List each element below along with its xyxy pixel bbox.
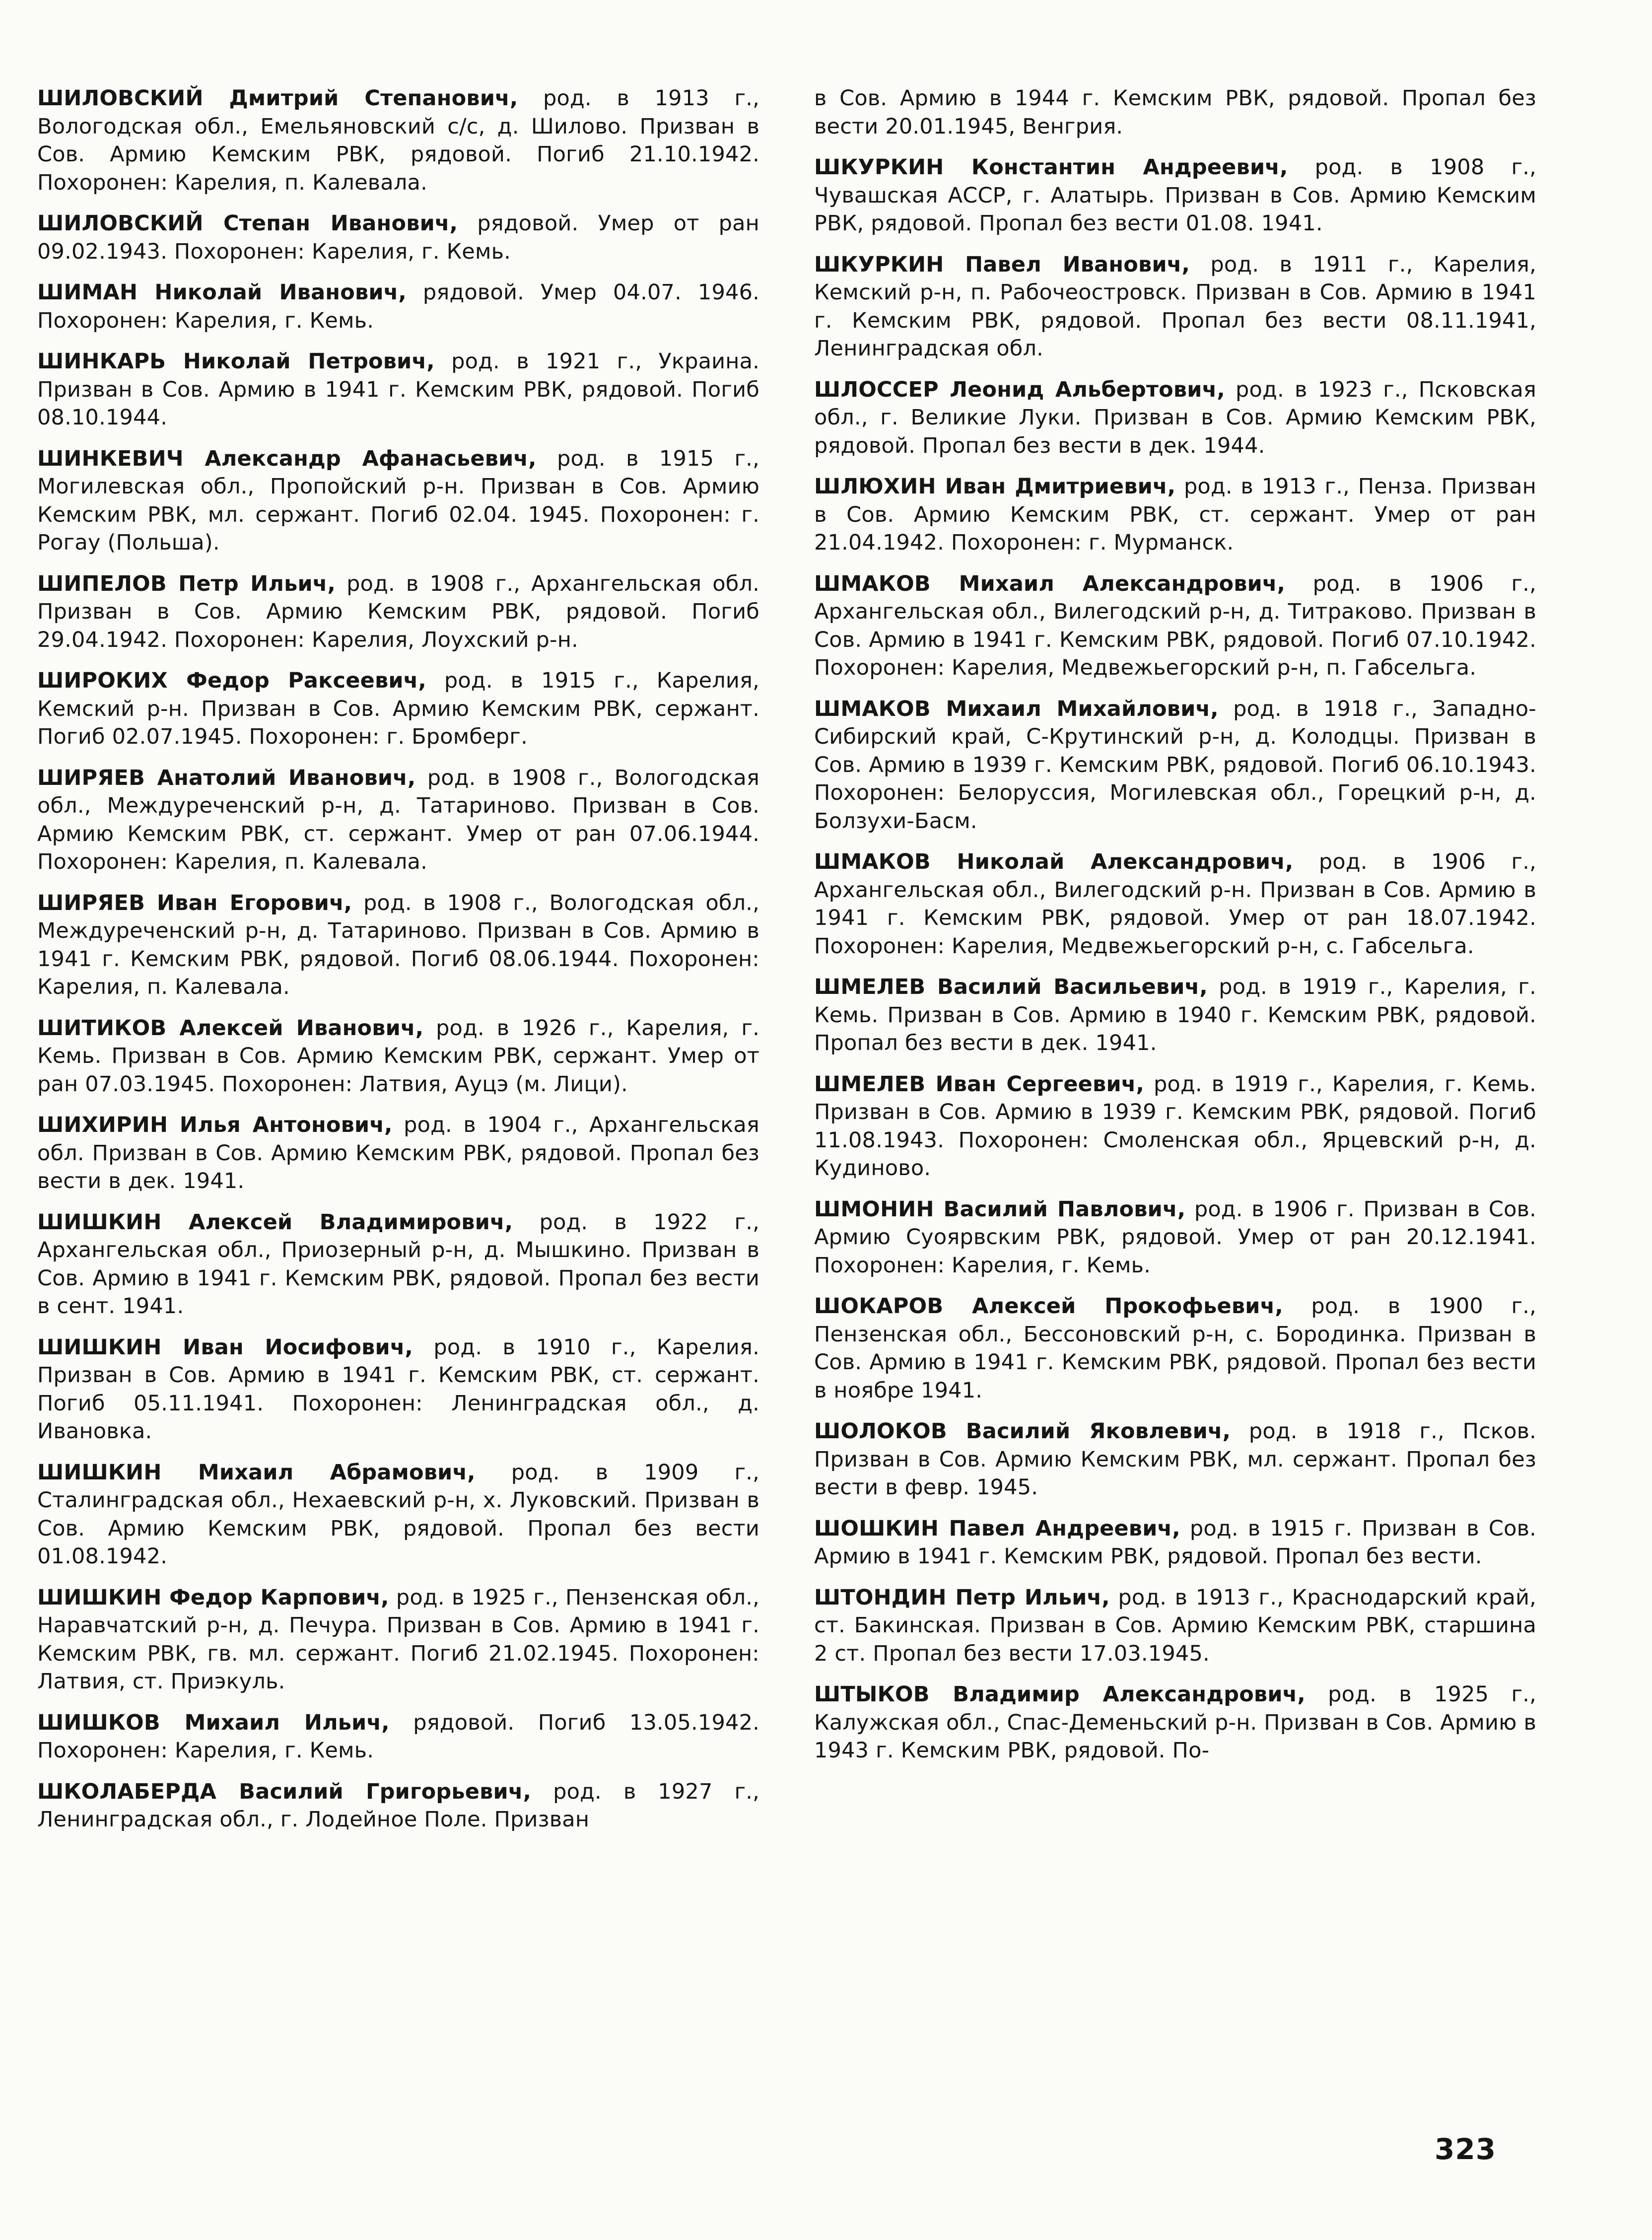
entry-name: ШИШКИН Иван Иосифович, — [37, 1334, 413, 1360]
entry-text: род. в 1911 г., Карелия, Кемский р-н, п. Рабочеостровск. Призван в Сов. Армию в 1941 г. Кемским РВК, рядовой. Пропал без вести 08.11.1941, Ленинградская обл. — [814, 252, 1536, 361]
column-right — [814, 84, 1536, 1778]
entry-continuation — [814, 84, 1536, 140]
entry-name: ШИРЯЕВ Иван Егорович, — [37, 890, 352, 915]
entry-name: ШИМАН Николай Иванович, — [37, 280, 407, 305]
entry-text: род. в 1927 г., Ленинградская обл., г. Лодейное Поле. Призван — [37, 1779, 759, 1832]
entry — [37, 445, 759, 557]
entry-text: род. в 1913 г., Краснодарский край, ст. Бакинская. Призван в Сов. Армию Кемским РВК, старшина 2 ст. Пропал без вести 17.03.1945. — [814, 1585, 1537, 1666]
entry-name: ШОКАРОВ Алексей Прокофьевич, — [814, 1294, 1283, 1319]
entry-name: ШЛЮХИН Иван Дмитриевич, — [814, 474, 1176, 499]
entry-name: ШКУРКИН Константин Андреевич, — [814, 155, 1288, 180]
entry — [37, 1208, 759, 1321]
entry-name: ШИШКИН Федор Карпович, — [37, 1585, 389, 1610]
entry-name: ШКУРКИН Павел Иванович, — [814, 252, 1190, 277]
entry-text: род. в 1915 г., Могилевская обл., Пропойский р-н. Призван в Сов. Армию Кемским РВК, мл. сержант. Погиб 02.04. 1945. Похоронен: г. Рогау (Польша). — [37, 446, 759, 555]
entry-text: род. в 1913 г., Пенза. Призван в Сов. Армию Кемским РВК, ст. сержант. Умер от ран 21.04.1942. Похоронен: г. Мурманск. — [814, 474, 1536, 555]
entry-text: рядовой. Умер от ран 09.02.1943. Похоронен: Карелия, г. Кемь. — [37, 211, 759, 264]
entry — [814, 473, 1536, 557]
entry-name: ШИШКОВ Михаил Ильич, — [37, 1710, 390, 1735]
entry-name: ШИНКЕВИЧ Александр Афанасьевич, — [37, 446, 537, 471]
entry-name: ШМОНИН Василий Павлович, — [814, 1196, 1186, 1222]
entry-name: ШМАКОВ Михаил Александрович, — [814, 571, 1286, 596]
entry — [37, 1709, 759, 1765]
entry-text: род. в 1904 г., Архангельская обл. Призван в Сов. Армию Кемским РВК, рядовой. Пропал без вести в дек. 1941. — [37, 1113, 759, 1193]
entry-text: рядовой. Погиб 13.05.1942. Похоронен: Карелия, г. Кемь. — [37, 1710, 759, 1763]
entry — [37, 1584, 759, 1696]
entry-text: род. в 1918 г., Псков. Призван в Сов. Армию Кемским РВК, мл. сержант. Пропал без вести в февр. 1945. — [814, 1419, 1537, 1500]
entry — [814, 695, 1536, 836]
entry-text: род. в 1906 г., Архангельская обл., Вилегодский р-н, д. Титраково. Призван в Сов. Армию в 1941 г. Кемским РВК, рядовой. Погиб 07.10.1942. Похоронен: Карелия, Медвежьегорский р-н, п. Габсельга. — [814, 571, 1536, 680]
entry-name: ШТОНДИН Петр Ильич, — [814, 1585, 1110, 1610]
entry-text: род. в 1923 г., Псковская обл., г. Великие Луки. Призван в Сов. Армию Кемским РВК, рядовой. Пропал без вести в дек. 1944. — [814, 377, 1536, 458]
entry-text: рядовой. Умер 04.07. 1946. Похоронен: Карелия, г. Кемь. — [37, 280, 760, 333]
entry — [814, 1417, 1536, 1502]
entry-name: ШИРЯЕВ Анатолий Иванович, — [37, 765, 416, 790]
entry-text: род. в 1913 г., Вологодская обл., Емельяновский с/с, д. Шилово. Призван в Сов. Армию Кемским РВК, рядовой. Погиб 21.10.1942. Похоронен: Карелия, п. Калевала. — [37, 86, 759, 195]
entry — [814, 1292, 1536, 1404]
entry-name: ШОЛОКОВ Василий Яковлевич, — [814, 1419, 1231, 1444]
entry-name: ШКОЛАБЕРДА Василий Григорьевич, — [37, 1779, 532, 1804]
entry-text: род. в 1919 г., Карелия, г. Кемь. Призван в Сов. Армию в 1940 г. Кемским РВК, рядовой. Пропал без вести в дек. 1941. — [814, 975, 1536, 1055]
entry — [37, 1014, 759, 1099]
entry-name: ШИНКАРЬ Николай Петрович, — [37, 349, 435, 374]
entry-text: род. в 1909 г., Сталинградская обл., Нехаевский р-н, х. Луковский. Призван в Сов. Армию Кемским РВК, рядовой. Пропал без вести 01.08.1942. — [37, 1460, 759, 1569]
entry-text: род. в 1908 г., Архангельская обл. Призван в Сов. Армию Кемским РВК, рядовой. Погиб 29.04.1942. Похоронен: Карелия, Лоухский р-н. — [37, 571, 760, 652]
entry-name: ШИПЕЛОВ Петр Ильич, — [37, 571, 336, 596]
entry-name: ШИЛОВСКИЙ Дмитрий Степанович, — [37, 86, 518, 111]
entry — [37, 667, 759, 751]
entry — [814, 376, 1536, 460]
entry — [814, 1070, 1536, 1183]
entry — [814, 1584, 1536, 1668]
entry — [37, 84, 759, 197]
entry-text: род. в 1918 г., Западно-Сибирский край, С-Крутинский р-н, д. Колодцы. Призван в Сов. Армию в 1939 г. Кемским РВК, рядовой. Погиб 06.10.1943. Похоронен: Белоруссия, Могилевская обл., Горецкий р-н, д. Болзухи-Басм. — [814, 696, 1536, 834]
entry-text: род. в 1908 г., Чувашская АССР, г. Алатырь. Призван в Сов. Армию Кемским РВК, рядовой. Пропал без вести 01.08. 1941. — [814, 155, 1536, 236]
entry — [37, 1459, 759, 1571]
entry — [37, 1778, 759, 1834]
entry-text: род. в 1906 г., Архангельская обл., Вилегодский р-н. Призван в Сов. Армию в 1941 г. Кемским РВК, рядовой. Умер от ран 18.07.1942. Похоронен: Карелия, Медвежьегорский р-н, с. Габсельга. — [814, 849, 1536, 959]
entry-name: ШИХИРИН Илья Антонович, — [37, 1113, 393, 1137]
entry-name: ШМЕЛЕВ Василий Васильевич, — [814, 975, 1208, 999]
entry-text: род. в 1921 г., Украина. Призван в Сов. Армию в 1941 г. Кемским РВК, рядовой. Погиб 08.10.1944. — [37, 349, 760, 430]
entry-text: в Сов. Армию в 1944 г. Кемским РВК, рядовой. Пропал без вести 20.01.1945, Венгрия. — [814, 86, 1536, 139]
entry — [37, 348, 759, 432]
entry-name: ШМАКОВ Михаил Михайлович, — [814, 696, 1219, 721]
entry-name: ШИЛОВСКИЙ Степан Иванович, — [37, 211, 458, 236]
entry-text: род. в 1919 г., Карелия, г. Кемь. Призван в Сов. Армию в 1939 г. Кемским РВК, рядовой. Погиб 11.08.1943. Похоронен: Смоленская обл., Ярцевский р-н, д. Кудиново. — [814, 1071, 1536, 1181]
entry-name: ШЛОССЕР Леонид Альбертович, — [814, 377, 1225, 402]
entry-text: род. в 1900 г., Пензенская обл., Бессоновский р-н, с. Бородинка. Призван в Сов. Армию в 1941 г. Кемским РВК, рядовой. Пропал без вести в ноябре 1941. — [814, 1294, 1536, 1403]
entry — [814, 848, 1536, 960]
entry — [37, 1111, 759, 1195]
page-number: 323 — [1435, 2132, 1497, 2166]
entry-text: род. в 1910 г., Карелия. Призван в Сов. Армию в 1941 г. Кемским РВК, ст. сержант. Погиб 05.11.1941. Похоронен: Ленинградская обл., д. Ивановка. — [37, 1334, 759, 1444]
column-left — [37, 84, 759, 1847]
entry — [814, 1680, 1536, 1765]
entry — [814, 570, 1536, 682]
entry-name: ШОШКИН Павел Андреевич, — [814, 1516, 1180, 1541]
entry — [814, 1195, 1536, 1280]
entry — [37, 764, 759, 876]
entry-text: род. в 1915 г., Карелия, Кемский р-н. Призван в Сов. Армию Кемским РВК, сержант. Погиб 02.07.1945. Похоронен: г. Бромберг. — [37, 668, 759, 749]
entry-text: род. в 1925 г., Пензенская обл., Наравчатский р-н, д. Печура. Призван в Сов. Армию в 1941 г. Кемским РВК, гв. мл. сержант. Погиб 21.02.1945. Похоронен: Латвия, ст. Приэкуль. — [37, 1585, 759, 1694]
entry-text: род. в 1908 г., Вологодская обл., Междуреченский р-н, д. Татариново. Призван в Сов. Армию в 1941 г. Кемским РВК, рядовой. Погиб 08.06.1944. Похоронен: Карелия, п. Калевала. — [37, 890, 759, 999]
entry-name: ШИТИКОВ Алексей Иванович, — [37, 1015, 424, 1041]
entry-text: род. в 1922 г., Архангельская обл., Приозерный р-н, д. Мышкино. Призван в Сов. Армию в 1941 г. Кемским РВК, рядовой. Пропал без вести в сент. 1941. — [37, 1209, 759, 1319]
entry — [814, 251, 1536, 363]
entry — [37, 570, 759, 654]
entry-name: ШИРОКИХ Федор Раксеевич, — [37, 668, 426, 693]
entry — [37, 210, 759, 266]
entry — [814, 153, 1536, 238]
entry — [814, 973, 1536, 1057]
entry-name: ШИШКИН Алексей Владимирович, — [37, 1209, 513, 1235]
entry-text: род. в 1908 г., Вологодская обл., Междуреченский р-н, д. Татариново. Призван в Сов. Армию Кемским РВК, ст. сержант. Умер от ран 07.06.1944. Похоронен: Карелия, п. Калевала. — [37, 765, 760, 874]
entry — [37, 279, 759, 335]
entry — [37, 1333, 759, 1446]
entry — [814, 1515, 1536, 1571]
entry-name: ШМАКОВ Николай Александрович, — [814, 849, 1294, 874]
entry-name: ШМЕЛЕВ Иван Сергеевич, — [814, 1071, 1145, 1097]
entry-text: род. в 1915 г. Призван в Сов. Армию в 1941 г. Кемским РВК, рядовой. Пропал без вести. — [814, 1516, 1536, 1569]
entry-text: род. в 1906 г. Призван в Сов. Армию Суоярвским РВК, рядовой. Умер от ран 20.12.1941. Похоронен: Карелия, г. Кемь. — [814, 1196, 1536, 1278]
entry-name: ШТЫКОВ Владимир Александрович, — [814, 1682, 1306, 1707]
entry — [37, 889, 759, 1001]
entry-text: род. в 1925 г., Калужская обл., Спас-Деменьский р-н. Призван в Сов. Армию в 1943 г. Кемским РВК, рядовой. По- — [814, 1682, 1536, 1763]
entry-name: ШИШКИН Михаил Абрамович, — [37, 1460, 476, 1485]
entry-text: род. в 1926 г., Карелия, г. Кемь. Призван в Сов. Армию Кемским РВК, сержант. Умер от ран 07.03.1945. Похоронен: Латвия, Ауцэ (м. Лици). — [37, 1015, 759, 1097]
